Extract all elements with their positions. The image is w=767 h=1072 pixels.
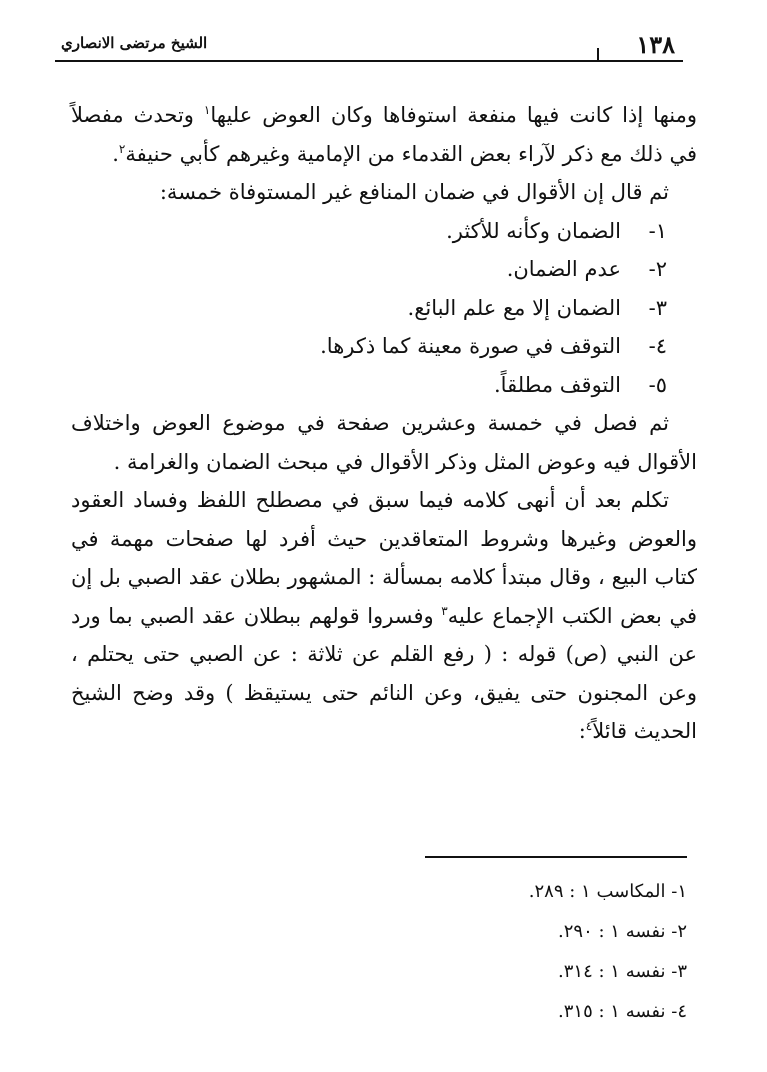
paragraph-2: ثم قال إن الأقوال في ضمان المنافع غير المستوفاة خمسة: (159, 180, 669, 204)
list-item-number: ٢- (648, 257, 667, 281)
list-item-text: التوقف مطلقاً. (494, 372, 621, 397)
footnote-4: ٤- نفسه ١ : ٣١٥. (558, 1001, 687, 1022)
paragraph-1-text-c: . (112, 141, 119, 166)
paragraph-4-text-c: : (578, 719, 586, 743)
list-item-text: التوقف في صورة معينة كما ذكرها. (320, 334, 621, 358)
paragraph-1-text-b: وتحدث مفصلاً في ذلك مع ذكر لآراء بعض القدماء من الإمامية وغيرهم كأبي حنيفة (71, 103, 697, 166)
list-item-number: ٥- (648, 372, 667, 397)
paragraph-1-text-a: ومنها إذا كانت فيها منفعة استوفاها وكان العوض عليها (210, 103, 697, 127)
list-item-text: عدم الضمان. (506, 257, 621, 281)
page-header (55, 28, 683, 62)
list-item-number: ٤- (648, 334, 667, 358)
footnote-3: ٣- نفسه ١ : ٣١٤. (558, 961, 687, 982)
footnote-ref-1: ١ (203, 103, 211, 117)
main-text (71, 96, 697, 751)
footnote-ref-2: ٢ (118, 141, 126, 156)
footnote-1: ١- المكاسب ١ : ٢٨٩. (528, 881, 687, 902)
footnote-ref-3: ٣ (441, 603, 448, 618)
list-item (71, 212, 697, 251)
paragraph-4 (71, 481, 697, 751)
footnote-separator (425, 856, 687, 858)
footnotes (387, 872, 687, 1032)
footnote-2: ٢- نفسه ١ : ٢٩٠. (558, 921, 687, 942)
page-number: ١٣٨ (636, 30, 675, 59)
list-item-text: الضمان إلا مع علم البائع. (407, 295, 621, 320)
list-item-text: الضمان وكأنه للأكثر. (446, 218, 621, 243)
list-item (71, 366, 697, 405)
running-head: الشيخ مرتضى الانصاري (61, 34, 208, 52)
paragraph-1 (71, 96, 697, 173)
paragraph-4-text-a: تكلم بعد أن أنهى كلامه فيما سبق في مصطلح اللفظ وفساد العقود والعوض وغيرها وشروط المتعاقدين حيث أفرد لها صفحات مهمة في كتاب البيع ، وقال مبتدأ كلامه بمسألة : المشهور بطلان عقد الصبي بل إن في بعض الكتب الإجماع عليه (71, 488, 697, 628)
list-item-number: ١- (648, 218, 667, 243)
footnote-ref-4: ٤ (585, 719, 593, 733)
list-item (71, 250, 697, 289)
paragraph-3: ثم فصل في خمسة وعشرين صفحة في موضوع العوض واختلاف الأقوال فيه وعوض المثل وذكر الأقوال في مبحث الضمان والغرامة . (71, 411, 697, 474)
header-divider-tick (597, 48, 599, 62)
opinions-list (71, 212, 697, 405)
paragraph-4-text-b: وفسروا قولهم ببطلان عقد الصبي بما ورد عن النبي (ص) قوله : ( رفع القلم عن ثلاثة : عن الصبي حتى يحتلم ، وعن المجنون حتى يفيق، وعن النائم حتى يستيقظ ) وقد وضح الشيخ الحديث قائلاً (71, 603, 697, 743)
list-item-number: ٣- (648, 295, 667, 320)
list-item (71, 327, 697, 366)
list-item (71, 289, 697, 328)
